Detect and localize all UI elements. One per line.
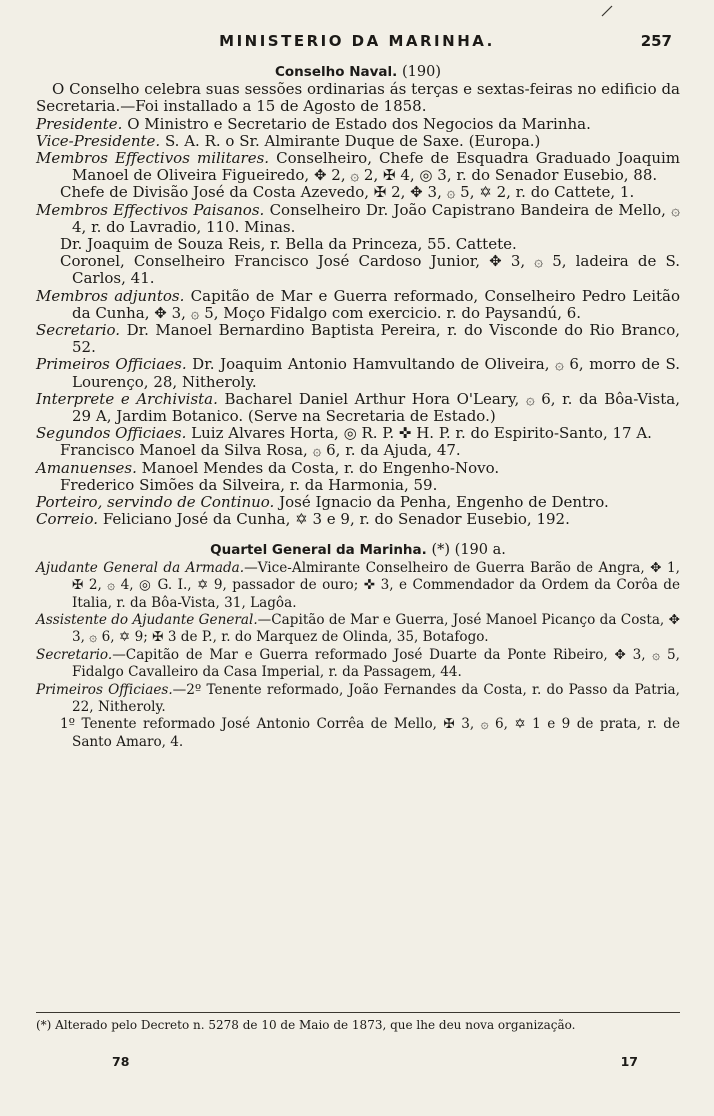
pen-mark-icon bbox=[600, 4, 614, 18]
entry-text: —Vice-Almirante Conselheiro de Guerra Barão de Angra, ✥ 1, ✠ 2, ۞ 4, ◎ G. I., ✡ 9, passador de ouro; ✜ 3, e Commendador da Ordem da Corôa de Italia, r. da Bôa-Vista, 31, Lagôa. bbox=[72, 559, 680, 611]
entry-text: —Capitão de Mar e Guerra, José Manoel Picanço da Costa, ✥ 3, ۞ 6, ✡ 9; ✠ 3 de P., r. do Marquez de Olinda, 35, Botafogo. bbox=[72, 611, 680, 646]
entry-label: Amanuenses. bbox=[36, 458, 137, 477]
entry-text: Conselheiro Dr. João Capistrano Bandeira de Mello, ۞ 4, r. do Lavradio, 110. Minas. bbox=[72, 200, 680, 236]
entry-continuation bbox=[36, 442, 680, 459]
entry-text: O Ministro e Secretario de Estado dos Negocios da Marinha. bbox=[122, 114, 591, 133]
entry-text: Dr. Manoel Bernardino Baptista Pereira, r. do Visconde do Rio Branco, 52. bbox=[72, 321, 680, 357]
entry bbox=[36, 356, 680, 390]
entry bbox=[36, 682, 680, 717]
entry bbox=[36, 202, 680, 236]
entry bbox=[36, 612, 680, 647]
entry-label: Presidente. bbox=[36, 114, 123, 133]
entry-label: Primeiros Officiaes. bbox=[36, 681, 173, 698]
entry bbox=[36, 425, 680, 442]
entry-label: Secretario. bbox=[36, 321, 121, 340]
entry-label: Primeiros Officiaes. bbox=[36, 355, 187, 374]
footnote: (*) Alterado pelo Decreto n. 5278 de 10 de Maio de 1873, que lhe deu nova organização. bbox=[36, 1018, 576, 1032]
entry-continuation bbox=[36, 236, 680, 253]
entry bbox=[36, 150, 680, 184]
section-heading bbox=[36, 542, 680, 559]
entry-continuation bbox=[36, 253, 680, 287]
section-title: Quartel General da Marinha. bbox=[210, 542, 427, 559]
entry bbox=[36, 391, 680, 425]
entry-label: Porteiro, servindo de Continuo. bbox=[36, 493, 275, 512]
entry-label: Interprete e Archivista. bbox=[36, 389, 218, 408]
entry-text: —Capitão de Mar e Guerra reformado José Duarte da Ponte Ribeiro, ✥ 3, ۞ 5, Fidalgo Cavalleiro da Casa Imperial, r. da Passagem, 44. bbox=[72, 646, 680, 681]
entry bbox=[36, 116, 680, 133]
entry bbox=[36, 460, 680, 477]
entry-text: S. A. R. o Sr. Almirante Duque de Saxe. (Europa.) bbox=[160, 131, 541, 150]
running-head bbox=[0, 32, 714, 54]
entry-text: Frederico Simões da Silveira, r. da Harmonia, 59. bbox=[60, 475, 438, 494]
entry bbox=[36, 288, 680, 322]
entry-text: Luiz Alvares Horta, ◎ R. P. ✜ H. P. r. do Espirito-Santo, 17 A. bbox=[186, 424, 652, 443]
entry bbox=[36, 133, 680, 150]
entry bbox=[36, 511, 680, 528]
entry-label: Ajudante General da Armada. bbox=[36, 559, 245, 576]
entry bbox=[36, 494, 680, 511]
entry bbox=[36, 322, 680, 356]
entry-text: Feliciano José da Cunha, ✡ 3 e 9, r. do Senador Eusebio, 192. bbox=[98, 510, 570, 529]
entry-label: Segundos Officiaes. bbox=[36, 424, 187, 443]
entry-continuation bbox=[36, 477, 680, 494]
entry-text: O Conselho celebra suas sessões ordinarias ás terças e sextas-feiras no edificio da Secretaria.—Foi installado a 15 de Agosto de 1858. bbox=[36, 80, 680, 116]
entry-label: Assistente do Ajudante General. bbox=[36, 611, 258, 628]
entry-text: Conselheiro, Chefe de Esquadra Graduado Joaquim Manoel de Oliveira Figueiredo, ✥ 2, ۞ 2, ✠ 4, ◎ 3, r. do Senador Eusebio, 88. bbox=[72, 149, 680, 185]
section-title: Conselho Naval. bbox=[275, 64, 398, 80]
entry-continuation bbox=[36, 184, 680, 201]
section-heading bbox=[36, 64, 680, 81]
entry-label: Secretario. bbox=[36, 646, 113, 663]
entry-text: José Ignacio da Penha, Engenho de Dentro. bbox=[274, 493, 609, 512]
intro-paragraph bbox=[36, 81, 680, 115]
entry-label: Correio. bbox=[36, 510, 99, 529]
entry-text: Bacharel Daniel Arthur Hora O'Leary, ۞ 6, r. da Bôa-Vista, 29 A, Jardim Botanico. (Serve na Secretaria de Estado.) bbox=[72, 389, 680, 426]
entry-label: Membros Effectivos Paisanos. bbox=[36, 200, 265, 219]
entry-text: 1º Tenente reformado José Antonio Corrêa de Mello, ✠ 3, ۞ 6, ✡ 1 e 9 de prata, r. de Santo Amaro, 4. bbox=[60, 716, 680, 750]
body-column bbox=[36, 64, 680, 751]
entry-text: Manoel Mendes da Costa, r. do Engenho-Novo. bbox=[136, 458, 500, 477]
section-reference: (*) (190 a. bbox=[431, 542, 506, 559]
entry bbox=[36, 647, 680, 682]
page-number: 257 bbox=[640, 32, 672, 50]
entry-text: Chefe de Divisão José da Costa Azevedo, ✠ 2, ✥ 3, ۞ 5, ✡ 2, r. do Cattete, 1. bbox=[60, 183, 635, 202]
footnote-rule bbox=[36, 1012, 680, 1013]
section-reference: (190) bbox=[401, 64, 441, 80]
entry-text: Dr. Joaquim de Souza Reis, r. Bella da Princeza, 55. Cattete. bbox=[60, 235, 517, 254]
signature-mark-left: 78 bbox=[112, 1054, 130, 1069]
entry-text: Francisco Manoel da Silva Rosa, ۞ 6, r. da Ajuda, 47. bbox=[60, 441, 461, 460]
entry-continuation bbox=[36, 716, 680, 751]
entry-label: Vice-Presidente. bbox=[36, 131, 161, 150]
entry-text: Dr. Joaquim Antonio Hamvultando de Oliveira, ۞ 6, morro de S. Lourenço, 28, Nitheroly. bbox=[72, 355, 680, 391]
section-gap bbox=[36, 528, 680, 542]
signature-mark-right: 17 bbox=[620, 1054, 638, 1069]
entry-text: —2º Tenente reformado, João Fernandes da Costa, r. do Passo da Patria, 22, Nitheroly. bbox=[72, 681, 680, 715]
entry bbox=[36, 560, 680, 612]
entry-label: Membros Effectivos militares. bbox=[36, 149, 270, 168]
entry-text: Capitão de Mar e Guerra reformado, Conselheiro Pedro Leitão da Cunha, ✥ 3, ۞ 5, Moço Fidalgo com exercicio. r. do Paysandú, 6. bbox=[72, 286, 680, 322]
running-head-title: MINISTERIO DA MARINHA. bbox=[219, 32, 495, 50]
entry-label: Membros adjuntos. bbox=[36, 286, 185, 305]
entry-text: Coronel, Conselheiro Francisco José Cardoso Junior, ✥ 3, ۞ 5, ladeira de S. Carlos, 41. bbox=[60, 252, 680, 288]
